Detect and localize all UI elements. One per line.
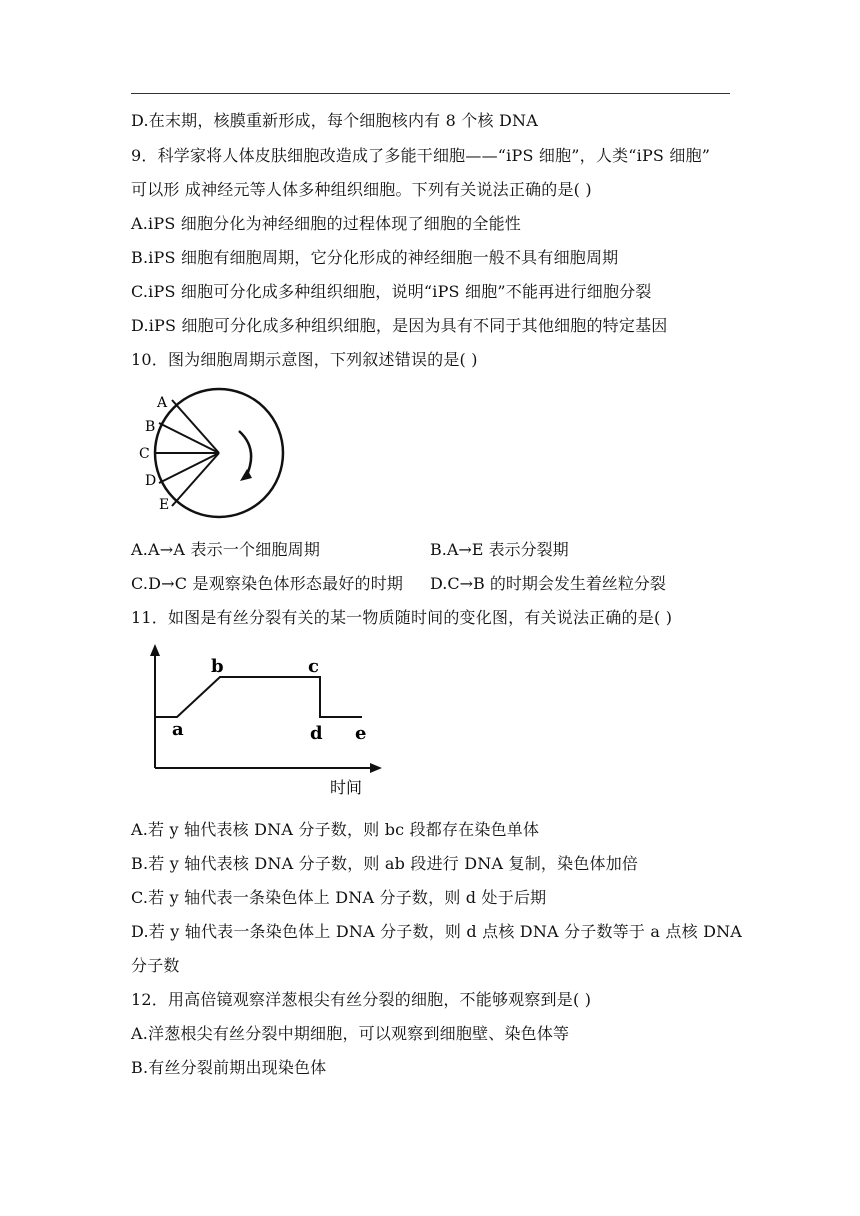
label-e: E: [159, 497, 170, 513]
q12-option-a: A.洋葱根尖有丝分裂中期细胞，可以观察到细胞壁、染色体等: [131, 1024, 570, 1043]
point-e: e: [355, 723, 367, 744]
q11-option-d-line1: D.若 y 轴代表一条染色体上 DNA 分子数，则 d 点核 DNA 分子数等于 a 点核 DNA: [131, 922, 743, 941]
label-a: A: [157, 395, 168, 411]
q9-option-d: D.iPS 细胞可分化成多种组织细胞，是因为具有不同于其他细胞的特定基因: [131, 316, 668, 335]
label-d: D: [145, 473, 157, 489]
q12-option-b: B.有丝分裂前期出现染色体: [131, 1058, 327, 1077]
header-rule: [131, 93, 730, 94]
q9-option-a: A.iPS 细胞分化为神经细胞的过程体现了细胞的全能性: [131, 214, 521, 233]
q10-option-b: B.A→E 表示分裂期: [430, 540, 569, 559]
label-c: C: [139, 446, 150, 462]
q10-option-d: D.C→B 的时期会发生着丝粒分裂: [430, 574, 666, 593]
dna-time-graph: [140, 640, 390, 802]
point-d: d: [310, 723, 323, 744]
q12-stem: 12．用高倍镜观察洋葱根尖有丝分裂的细胞，不能够观察到是( ): [131, 990, 592, 1009]
q9-option-c: C.iPS 细胞可分化成多种组织细胞，说明“iPS 细胞”不能再进行细胞分裂: [131, 282, 652, 301]
q11-option-d-line2: 分子数: [131, 956, 180, 975]
q10-option-a: A.A→A 表示一个细胞周期: [131, 540, 321, 559]
q8-option-d: D.在末期，核膜重新形成，每个细胞核内有 8 个核 DNA: [131, 111, 538, 130]
q10-stem: 10．图为细胞周期示意图，下列叙述错误的是( ): [131, 350, 478, 369]
point-a: a: [172, 719, 184, 740]
q10-option-c: C.D→C 是观察染色体形态最好的时期: [131, 574, 404, 593]
q11-option-a: A.若 y 轴代表核 DNA 分子数，则 bc 段都存在染色单体: [131, 820, 540, 839]
q11-option-c: C.若 y 轴代表一条染色体上 DNA 分子数，则 d 处于后期: [131, 888, 547, 907]
q9-stem-line1: 9．科学家将人体皮肤细胞改造成了多能干细胞——“iPS 细胞”，人类“iPS 细胞”: [131, 146, 711, 165]
q11-option-b: B.若 y 轴代表核 DNA 分子数，则 ab 段进行 DNA 复制，染色体加倍: [131, 854, 639, 873]
point-b: b: [211, 656, 224, 677]
q9-stem-line2: 可以形 成神经元等人体多种组织细胞。下列有关说法正确的是( ): [131, 180, 592, 199]
label-b: B: [145, 419, 156, 435]
point-c: c: [308, 656, 319, 677]
q9-option-b: B.iPS 细胞有细胞周期，它分化形成的神经细胞一般不具有细胞周期: [131, 248, 619, 267]
cell-cycle-figure: [135, 385, 295, 520]
x-axis-label: 时间: [330, 778, 363, 797]
q11-stem: 11．如图是有丝分裂有关的某一物质随时间的变化图，有关说法正确的是( ): [131, 608, 673, 627]
